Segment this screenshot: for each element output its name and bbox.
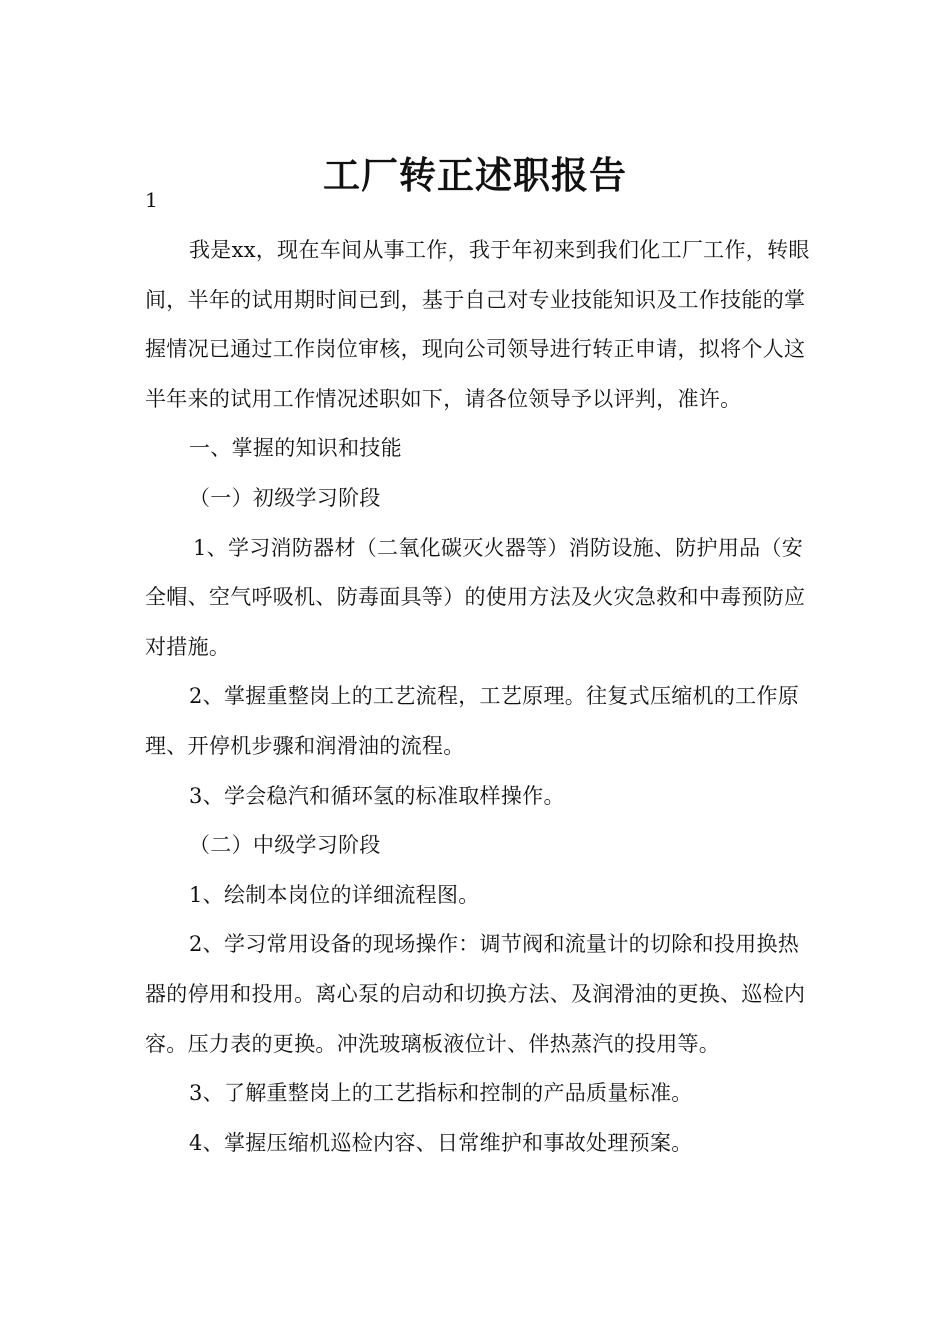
intermediate-stage-item-4: 4、掌握压缩机巡检内容、日常维护和事故处理预案。 <box>189 1130 693 1155</box>
document-title: 工厂转正述职报告 <box>323 153 627 197</box>
primary-stage-item-2: 2、掌握重整岗上的工艺流程，工艺原理。往复式压缩机的工作原理、开停机步骤和润滑油的流程。 <box>145 684 800 758</box>
intermediate-stage-item-2: 2、学习常用设备的现场操作：调节阀和流量计的切除和投用换热器的停用和投用。离心泵的启动和切换方法、及润滑油的更换、巡检内容。压力表的更换。冲洗玻璃板液位计、伴热蒸汽的投用等。 <box>145 932 806 1056</box>
section-heading-knowledge-skills: 一、掌握的知识和技能 <box>189 436 402 461</box>
subsection-heading-intermediate-stage: （二）中级学习阶段 <box>189 833 381 858</box>
subsection-heading-primary-stage: （一）初级学习阶段 <box>189 485 381 510</box>
primary-stage-item-3: 3、学会稳汽和循环氢的标准取样操作。 <box>189 783 565 808</box>
intermediate-stage-item-1: 1、绘制本岗位的详细流程图。 <box>189 882 480 907</box>
intro-paragraph: 我是xx，现在车间从事工作，我于年初来到我们化工厂工作，转眼间，半年的试用期时间已到，基于自己对专业技能知识及工作技能的掌握情况已通过工作岗位审核，现向公司领导进行转正申请，拟将个人这半年来的试用工作情况述职如下，请各位领导予以评判，准许。 <box>145 238 810 411</box>
primary-stage-item-1: 1、学习消防器材（二氧化碳灭火器等）消防设施、防护用品（安全帽、空气呼吸机、防毒面具等）的使用方法及火灾急救和中毒预防应对措施。 <box>145 535 806 659</box>
intermediate-stage-item-3: 3、了解重整岗上的工艺指标和控制的产品质量标准。 <box>189 1081 693 1106</box>
document-body <box>145 226 810 1168</box>
page-number: 1 <box>145 188 158 212</box>
